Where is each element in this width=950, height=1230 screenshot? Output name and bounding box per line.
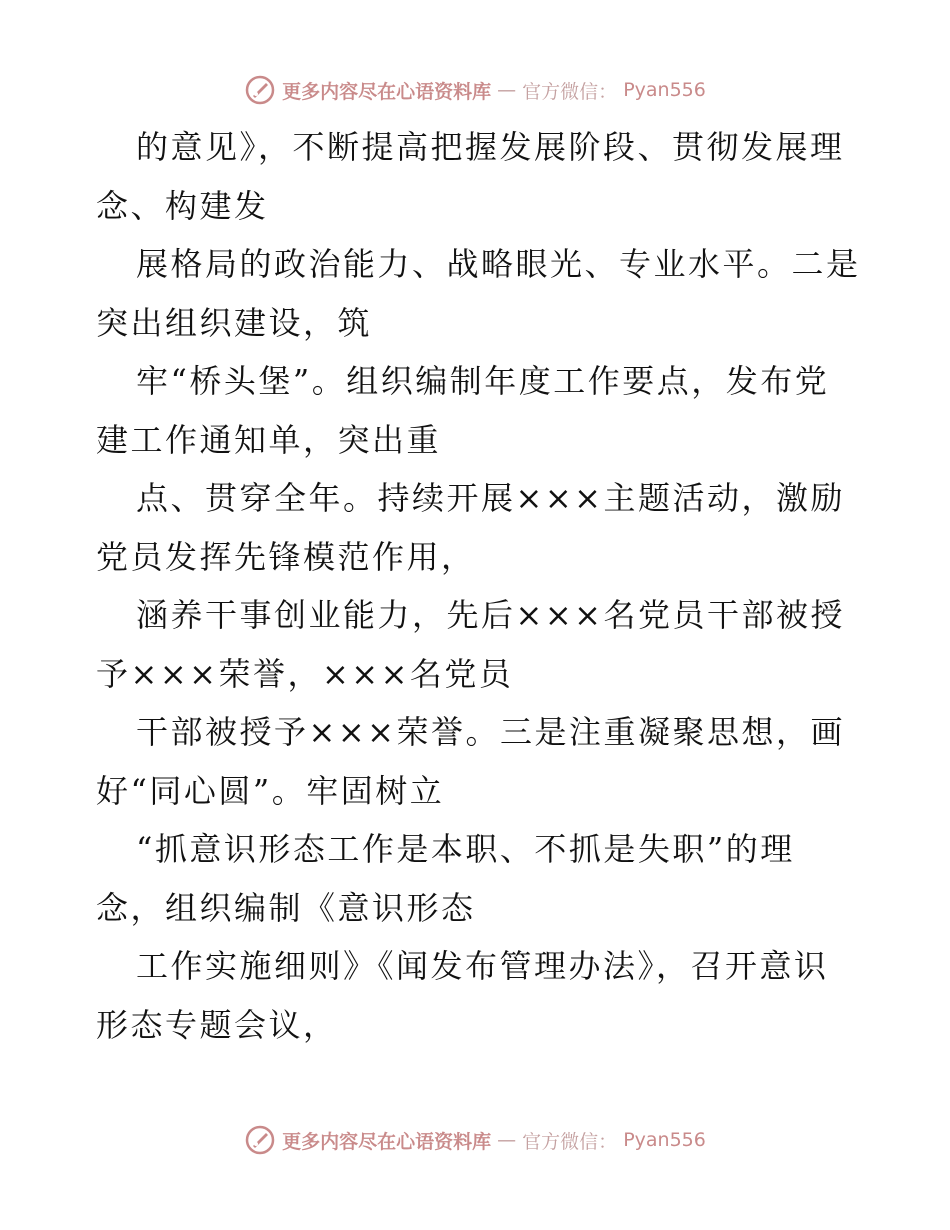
body-line: 的意见》，不断提高把握发展阶段、贯彻发展理 bbox=[136, 128, 845, 166]
body-line: 干部被授予×××荣誉。三是注重凝聚思想，画 bbox=[136, 713, 845, 751]
document-body bbox=[96, 118, 861, 1054]
watermark-sub-text: 官方微信： bbox=[522, 1130, 618, 1153]
pen-seal-icon bbox=[244, 1124, 276, 1156]
body-line: 涵养干事创业能力，先后×××名党员干部被授 bbox=[136, 596, 845, 634]
body-line: 形态专题会议， bbox=[96, 1005, 338, 1044]
body-line: 好“同心圆”。牢固树立 bbox=[96, 771, 445, 810]
body-line: 点、贯穿全年。持续开展×××主题活动，激励 bbox=[136, 479, 845, 517]
body-line: 党员发挥先锋模范作用， bbox=[96, 537, 476, 576]
watermark-main-text: 更多内容尽在心语资料库 bbox=[282, 1130, 492, 1153]
body-line: “抓意识形态工作是本职、不抓是失职”的理 bbox=[136, 830, 795, 868]
footer-watermark bbox=[0, 1120, 950, 1160]
watermark-sub-text: 官方微信： bbox=[522, 80, 618, 103]
header-watermark bbox=[0, 70, 950, 110]
body-line: 牢“桥头堡”。组织编制年度工作要点，发布党 bbox=[136, 362, 830, 400]
watermark-dash: — bbox=[497, 1129, 517, 1151]
watermark-id-text: Pyan556 bbox=[623, 1129, 706, 1151]
pen-seal-icon bbox=[244, 74, 276, 106]
body-line: 工作实施细则》《闻发布管理办法》，召开意识 bbox=[136, 947, 829, 985]
watermark-dash: — bbox=[497, 79, 517, 101]
body-line: 突出组织建设，筑 bbox=[96, 303, 373, 342]
watermark-id-text: Pyan556 bbox=[623, 79, 706, 101]
body-line: 念，组织编制《意识形态 bbox=[96, 888, 476, 927]
body-line: 念、构建发 bbox=[96, 186, 269, 225]
body-line: 展格局的政治能力、战略眼光、专业水平。二是 bbox=[136, 245, 861, 283]
body-line: 予×××荣誉，×××名党员 bbox=[96, 654, 514, 693]
watermark-main-text: 更多内容尽在心语资料库 bbox=[282, 80, 492, 103]
body-line: 建工作通知单，突出重 bbox=[96, 420, 442, 459]
